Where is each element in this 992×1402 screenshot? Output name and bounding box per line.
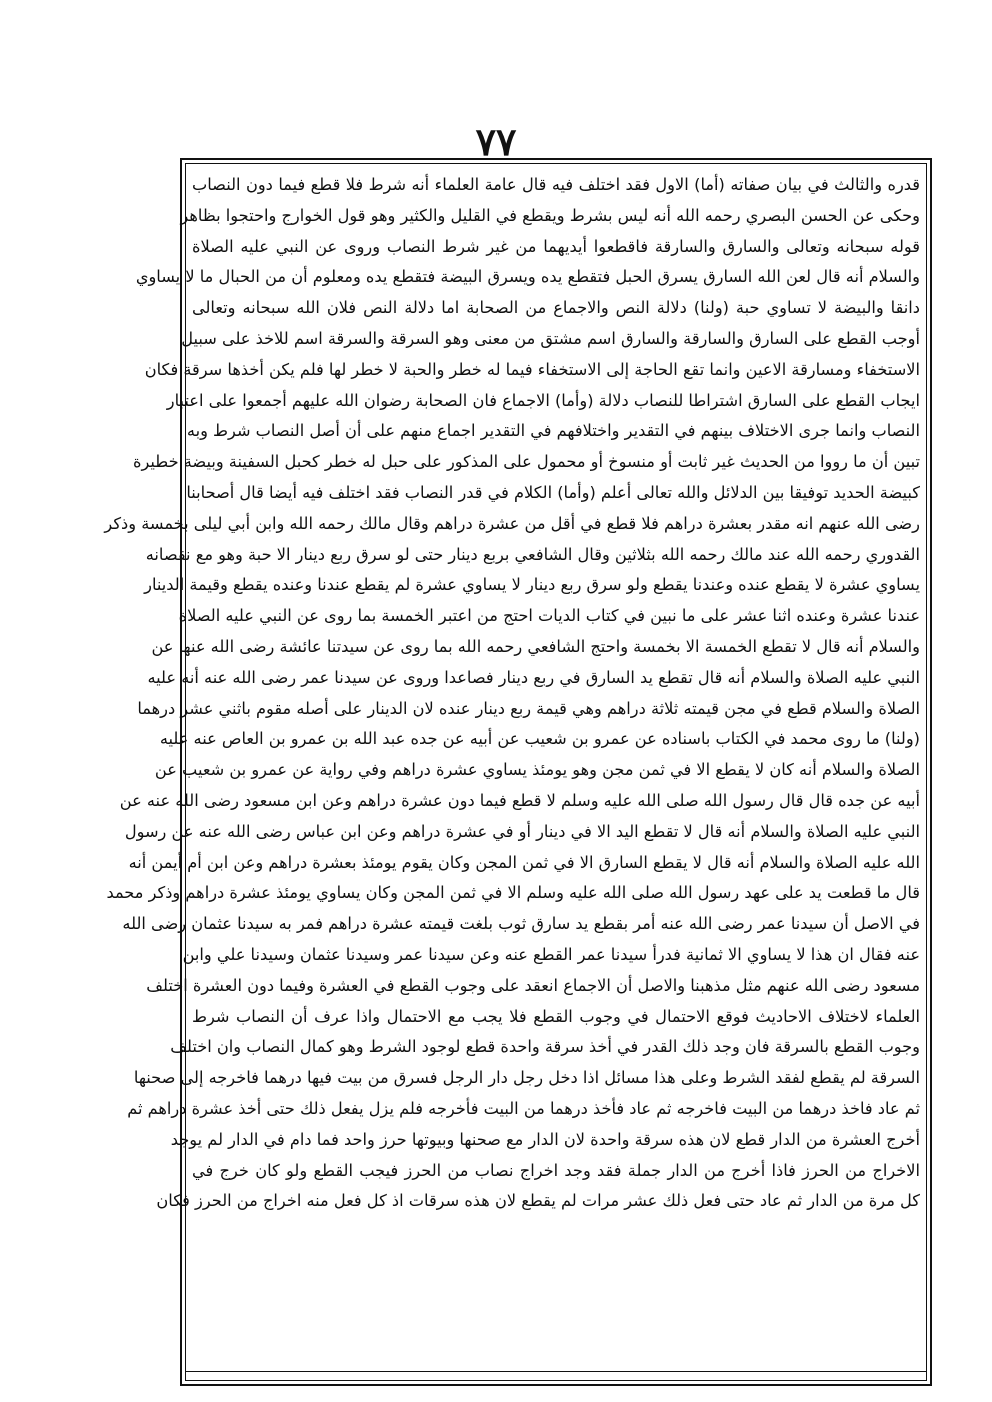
text-line: الله عليه الصلاة والسلام أنه قال لا يقطع السارق الا في ثمن المجن وكان يقوم يومئذ بعشرة دراهم وعن ابن أم أيمن أنه — [128, 852, 920, 872]
text-line: أخرج العشرة من الدار قطع لان هذه سرقة واحدة لان الدار مع صحنها وبيوتها حرز واحد فما دام في الدار لم يوجد — [170, 1129, 920, 1149]
text-line: القدوري رحمه الله عند مالك رحمه الله بثلاثين وقال الشافعي بربع دينار حتى لو سرق ربع دينار الا حبة وهو مع نقصانه — [145, 544, 920, 564]
text-line: عندنا عشرة وعنده اثنا عشر على ما نبين في كتاب الديات احتج من اعتبر الخمسة بما روى عن النبي عليه الصلاة — [178, 606, 920, 626]
text-line: في الاصل أن سيدنا عمر رضى الله عنه أمر بقطع يد سارق ثوب بلغت قيمته عشرة دراهم فمر به سيدنا عثمان رضى الله — [122, 914, 920, 934]
text-line: ايجاب القطع على السارق اشتراطا للنصاب دلالة (وأما) الاجماع فان الصحابة رضوان الله عليهم أجمعوا على اعتبار — [166, 390, 920, 410]
text-line — [192, 1217, 920, 1248]
text-line: مسعود رضى الله عنهم مثل مذهبنا والاصل أن الاجماع انعقد على وجوب القطع في العشرة وفيما دون العشرة اختلف — [146, 975, 920, 995]
text-line: العلماء لاختلاف الاحاديث فوقع الاحتمال في وجوب القطع فلا يجب مع الاحتمال واذا عرف أن النصاب شرط — [192, 1006, 920, 1026]
text-line: الصلاة والسلام أنه كان لا يقطع الا في ثمن مجن وهو يومئذ يساوي عشرة دراهم وفي رواية عن عمرو بن شعيب عن — [154, 760, 920, 780]
text-line: رضى الله عنهم انه مقدر بعشرة دراهم فلا قطع في أقل من عشرة دراهم وقال مالك رحمه الله وابن أبي ليلى بخمسة وذكر — [104, 513, 920, 533]
text-line: النبي عليه الصلاة والسلام أنه قال لا تقطع اليد الا في دينار أو في عشرة دراهم وعن ابن عباس رضى الله عنه عن رسول — [124, 821, 920, 841]
text-line: كبيضة الحديد توفيقا بين الدلائل والله تعالى أعلم (وأما) الكلام في قدر النصاب فقد اختلف فيه أيضا قال أصحابنا — [186, 482, 920, 502]
text-line: عنه فقال ان هذا لا يساوي الا ثمانية فدرأ سيدنا عمر القطع عنه وعن سيدنا عمر وسيدنا عثمان وسيدنا علي وابن — [182, 944, 920, 964]
page-frame — [104, 158, 932, 1386]
text-line: الاخراج من الحرز فاذا أخرج من الدار جملة فقد وجد اخراج نصاب من الحرز فيجب القطع ولو كان خرج في — [192, 1160, 920, 1180]
text-line: النصاب وانما جرى الاختلاف بينهم في التقدير واختلافهم في التقدير اجماع منهم على أن أصل النصاب شرط وبه — [186, 421, 920, 441]
text-line: قال ما قطعت يد على عهد رسول الله صلى الله عليه وسلم الا في ثمن المجن وكان يساوي يومئذ عشرة دراهم وذكر محمد — [106, 883, 920, 903]
text-line: النبي عليه الصلاة والسلام أنه قال تقطع يد السارق في ربع دينار فصاعدا وروى عن سيدنا عمر رضى الله عنه أنه عليه — [147, 667, 920, 687]
text-line: الصلاة والسلام قطع في مجن قيمته ثلاثة دراهم وهي قيمة ربع دينار عنده لان الدينار على أصله مقوم باثني عشر درهما — [137, 698, 920, 718]
text-line: الاستخفاء ومسارقة الاعين وانما تقع الحاجة إلى الاستخفاء فيما له خطر والحبة لا خطر لها فلم يكن أخذها سرقة فكان — [144, 359, 920, 379]
text-line: قدره والثالث في بيان صفاته (أما) الاول فقد اختلف فيه قال عامة العلماء أنه شرط فلا قطع فيما دون النصاب — [192, 175, 920, 194]
text-line: وجوب القطع بالسرقة فان وجد ذلك القدر في أخذ سرقة واحدة قطع لوجود الشرط وهو كمال النصاب وان اختلف — [170, 1037, 920, 1057]
text-line: دانقا والبيضة لا تساوي حبة (ولنا) دلالة النص والاجماع من الصحابة اما دلالة النص فلان الله سبحانه وتعالى — [192, 298, 920, 318]
text-line: والسلام أنه قال لعن الله السارق يسرق الحبل فتقطع يده ويسرق البيضة فتقطع يده ومعلوم أن من الحبال ما لا يساوي — [135, 267, 920, 287]
text-line: أبيه عن جده قال قال رسول الله صلى الله عليه وسلم لا قطع فيما دون عشرة دراهم وعن ابن مسعود رضى الله عنه عن — [119, 790, 920, 810]
text-line: قوله سبحانه وتعالى والسارق والسارقة فاقطعوا أيديهما من غير شرط النصاب وروى عن النبي عليه الصلاة — [192, 236, 920, 256]
text-line: وحكى عن الحسن البصري رحمه الله أنه ليس بشرط ويقطع في القليل والكثير وهو قول الخوارج واحتجوا بظاهر — [180, 205, 920, 225]
text-line: والسلام أنه قال لا تقطع الخمسة الا بخمسة واحتج الشافعي رحمه الله بما روى عن سيدتنا عائشة رضى الله عنها عن — [151, 636, 920, 656]
text-line: يساوي عشرة لا يقطع عنده وعندنا يقطع ولو سرق ربع دينار لا يساوي عشرة لم يقطع عندنا وعنده يقطع وقيمة الدينار — [144, 575, 920, 595]
text-line: ثم عاد فاخذ درهما من البيت فاخرجه ثم عاد فأخذ درهما من البيت فأخرجه فلم يزل يفعل ذلك حتى أخذ عشرة دراهم ثم — [127, 1098, 920, 1118]
text-body — [104, 170, 920, 1362]
bottom-rule — [186, 1371, 926, 1372]
page-number: ٧٧ — [475, 119, 517, 164]
text-line: (ولنا) ما روى محمد في الكتاب باسناده عن عمرو بن شعيب عن أبيه عن جده عبد الله بن عمرو بن العاص عنه عليه — [159, 729, 920, 749]
text-line: تبين أن ما رووا من الحديث غير ثابت أو منسوخ أو محمول على المذكور على حبل له خطر كحبل السفينة وبيضة خطيرة — [133, 452, 920, 472]
text-line: كل مرة من الدار ثم عاد حتى فعل ذلك عشر مرات لم يقطع لان هذه سرقات اذ كل فعل منه اخراج من الحرز فكان — [156, 1191, 920, 1211]
text-line: السرقة لم يقطع لفقد الشرط وعلى هذا مسائل اذا دخل رجل دار الرجل فسرق من بيت فيها درهما فاخرجه إلى صحنها — [133, 1068, 920, 1088]
text-line: أوجب القطع على السارق والسارقة والسارق اسم مشتق من معنى وهو السرقة والسرقة اسم للاخذ على سبيل — [181, 328, 920, 348]
